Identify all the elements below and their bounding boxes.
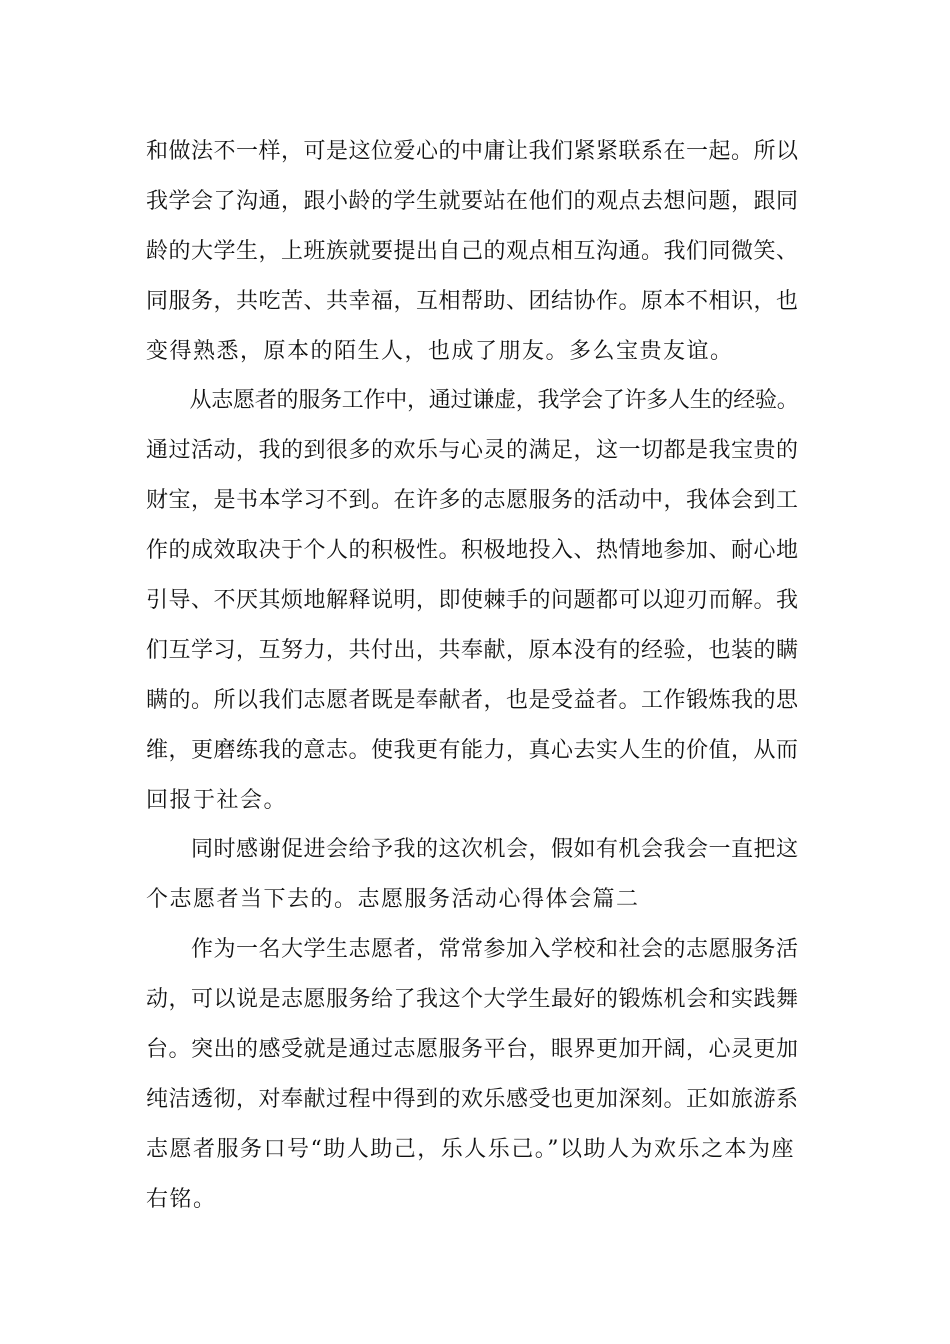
text-line: 回报于社会。 [146, 788, 288, 813]
text-line: 从志愿者的服务工作中，通过谦虚，我学会了许多人生的经验。 [146, 388, 799, 413]
text-line: 纯洁透彻，对奉献过程中得到的欢乐感受也更加深刻。正如旅游系 [146, 1087, 799, 1112]
text-line: 右铭。 [146, 1187, 217, 1212]
text-line: 同服务，共吃苦、共幸福，互相帮助、团结协作。原本不相识，也 [146, 289, 799, 314]
text-line: 志愿者服务口号“助人助己，乐人乐己。”以助人为欢乐之本为座 [146, 1137, 795, 1162]
text-line: 龄的大学生，上班族就要提出自己的观点相互沟通。我们同微笑、 [146, 239, 799, 264]
text-line: 变得熟悉，原本的陌生人，也成了朋友。多么宝贵友谊。 [146, 339, 734, 364]
text-line: 维，更磨练我的意志。使我更有能力，真心去实人生的价值，从而 [146, 738, 799, 763]
text-line: 通过活动，我的到很多的欢乐与心灵的满足，这一切都是我宝贵的 [146, 438, 799, 463]
text-line: 们互学习，互努力，共付出，共奉献，原本没有的经验，也装的瞒 [146, 638, 799, 663]
text-line: 和做法不一样，可是这位爱心的中庸让我们紧紧联系在一起。所以 [146, 139, 799, 164]
text-line: 同时感谢促进会给予我的这次机会，假如有机会我会一直把这 [146, 837, 799, 862]
text-line: 瞒的。所以我们志愿者既是奉献者，也是受益者。工作锻炼我的思 [146, 688, 799, 713]
text-line: 引导、不厌其烦地解释说明，即使棘手的问题都可以迎刃而解。我 [146, 588, 799, 613]
text-line: 个志愿者当下去的。志愿服务活动心得体会篇二 [146, 887, 640, 912]
text-line: 我学会了沟通，跟小龄的学生就要站在他们的观点去想问题，跟同 [146, 189, 799, 214]
text-line: 作的成效取决于个人的积极性。积极地投入、热情地参加、耐心地 [146, 538, 799, 563]
text-line: 财宝，是书本学习不到。在许多的志愿服务的活动中，我体会到工 [146, 488, 799, 513]
text-line: 作为一名大学生志愿者，常常参加入学校和社会的志愿服务活 [146, 937, 799, 962]
text-line: 动，可以说是志愿服务给了我这个大学生最好的锻炼机会和实践舞 [146, 987, 799, 1012]
text-line: 台。突出的感受就是通过志愿服务平台，眼界更加开阔，心灵更加 [146, 1037, 799, 1062]
